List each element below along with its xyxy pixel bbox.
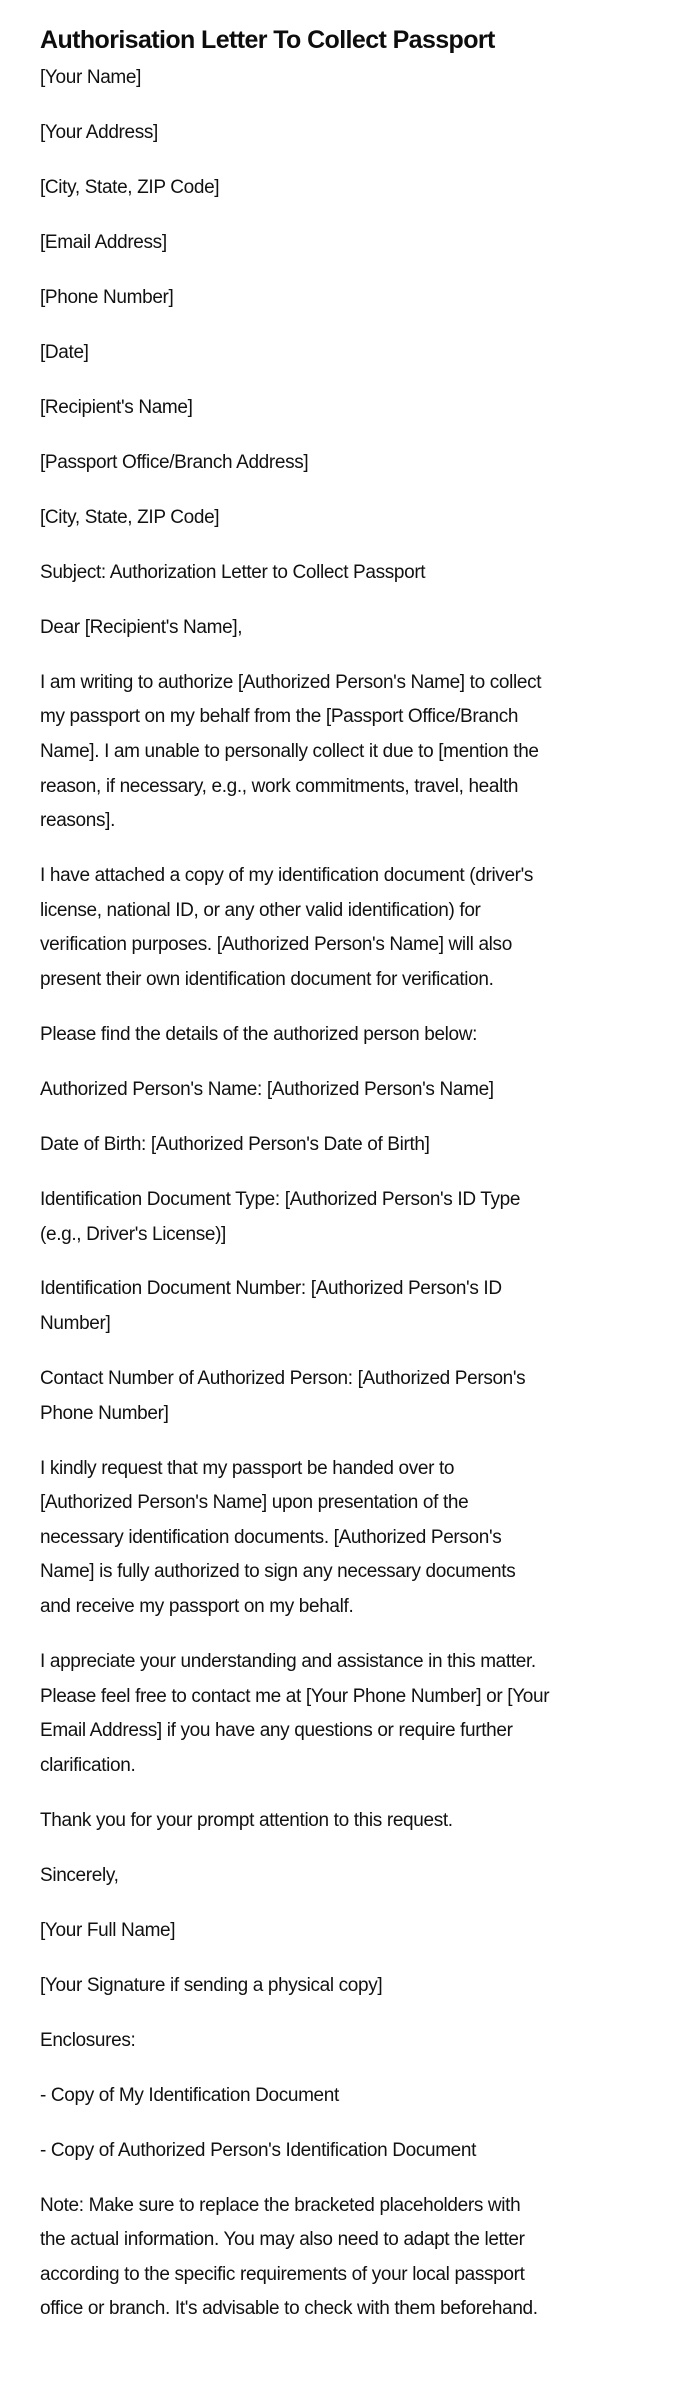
paragraph-line: Name] is fully authorized to sign any necessary documents (40, 1561, 516, 1583)
paragraph-request (40, 1452, 660, 1625)
signature-placeholder: [Your Signature if sending a physical copy] (40, 1974, 383, 1996)
detail-line: (e.g., Driver's License)] (40, 1223, 226, 1245)
paragraph-line: I am writing to authorize [Authorized Person's Name] to collect (40, 671, 542, 693)
sender-name: [Your Name] (40, 67, 142, 88)
salutation: Dear [Recipient's Name], (40, 616, 243, 638)
subject-line: Subject: Authorization Letter to Collect Passport (40, 561, 426, 583)
detail-line: Identification Document Type: [Authorized Person's ID Type (40, 1188, 521, 1210)
detail-id-type (40, 1183, 660, 1252)
letter-date: [Date] (40, 341, 89, 363)
note-line: the actual information. You may also need to adapt the letter (40, 2229, 525, 2251)
paragraph-line: Please feel free to contact me at [Your Phone Number] or [Your (40, 1685, 550, 1707)
detail-line: Phone Number] (40, 1402, 169, 1424)
paragraph-line: license, national ID, or any other valid identification) for (40, 899, 481, 921)
paragraph-line: I appreciate your understanding and assistance in this matter. (40, 1651, 536, 1672)
paragraph-identification (40, 859, 660, 997)
sender-phone: [Phone Number] (40, 286, 174, 308)
detail-contact-number (40, 1362, 660, 1431)
full-name-placeholder: [Your Full Name] (40, 1919, 176, 1941)
paragraph-line: necessary identification documents. [Authorized Person's (40, 1526, 502, 1548)
letter-document (40, 22, 660, 2347)
sender-address: [Your Address] (40, 121, 158, 143)
note-paragraph (40, 2189, 660, 2327)
paragraph-line: reasons]. (40, 810, 116, 832)
thanks-line: Thank you for your prompt attention to this request. (40, 1809, 453, 1831)
paragraph-line: my passport on my behalf from the [Passport Office/Branch (40, 706, 519, 728)
detail-line: Authorized Person's Name: [Authorized Person's Name] (40, 1078, 494, 1100)
paragraph-line: Email Address] if you have any questions or require further (40, 1720, 513, 1742)
details-intro: Please find the details of the authorized person below: (40, 1023, 478, 1045)
recipient-city-state-zip: [City, State, ZIP Code] (40, 506, 220, 528)
detail-line: Date of Birth: [Authorized Person's Date of Birth] (40, 1133, 430, 1155)
detail-line: Identification Document Number: [Authorized Person's ID (40, 1278, 502, 1300)
detail-line: Contact Number of Authorized Person: [Authorized Person's (40, 1368, 526, 1390)
detail-date-of-birth (40, 1128, 660, 1163)
document-title: Authorisation Letter To Collect Passport (40, 26, 495, 54)
paragraph-line: Name]. I am unable to personally collect it due to [mention the (40, 741, 539, 763)
paragraph-line: [Authorized Person's Name] upon presentation of the (40, 1492, 469, 1514)
closing: Sincerely, (40, 1864, 119, 1886)
detail-id-number (40, 1272, 660, 1341)
enclosure-item: - Copy of Authorized Person's Identification Document (40, 2139, 477, 2161)
sender-city-state-zip: [City, State, ZIP Code] (40, 176, 220, 198)
detail-line: Number] (40, 1313, 111, 1335)
paragraph-authorization (40, 666, 660, 839)
recipient-office-address: [Passport Office/Branch Address] (40, 451, 309, 473)
note-line: according to the specific requirements of your local passport (40, 2263, 525, 2285)
recipient-name: [Recipient's Name] (40, 396, 193, 418)
paragraph-appreciation (40, 1645, 660, 1783)
enclosure-item: - Copy of My Identification Document (40, 2084, 339, 2106)
note-line: office or branch. It's advisable to check with them beforehand. (40, 2298, 538, 2320)
paragraph-line: reason, if necessary, e.g., work commitments, travel, health (40, 775, 519, 797)
enclosures-label: Enclosures: (40, 2029, 136, 2051)
paragraph-line: I kindly request that my passport be handed over to (40, 1457, 455, 1479)
paragraph-line: present their own identification document for verification. (40, 968, 494, 990)
paragraph-line: and receive my passport on my behalf. (40, 1596, 354, 1618)
paragraph-line: clarification. (40, 1754, 136, 1776)
paragraph-line: verification purposes. [Authorized Person's Name] will also (40, 934, 512, 956)
detail-authorized-name (40, 1073, 660, 1108)
sender-email: [Email Address] (40, 231, 167, 253)
note-line: Note: Make sure to replace the bracketed placeholders with (40, 2194, 521, 2216)
paragraph-line: I have attached a copy of my identification document (driver's (40, 865, 534, 887)
